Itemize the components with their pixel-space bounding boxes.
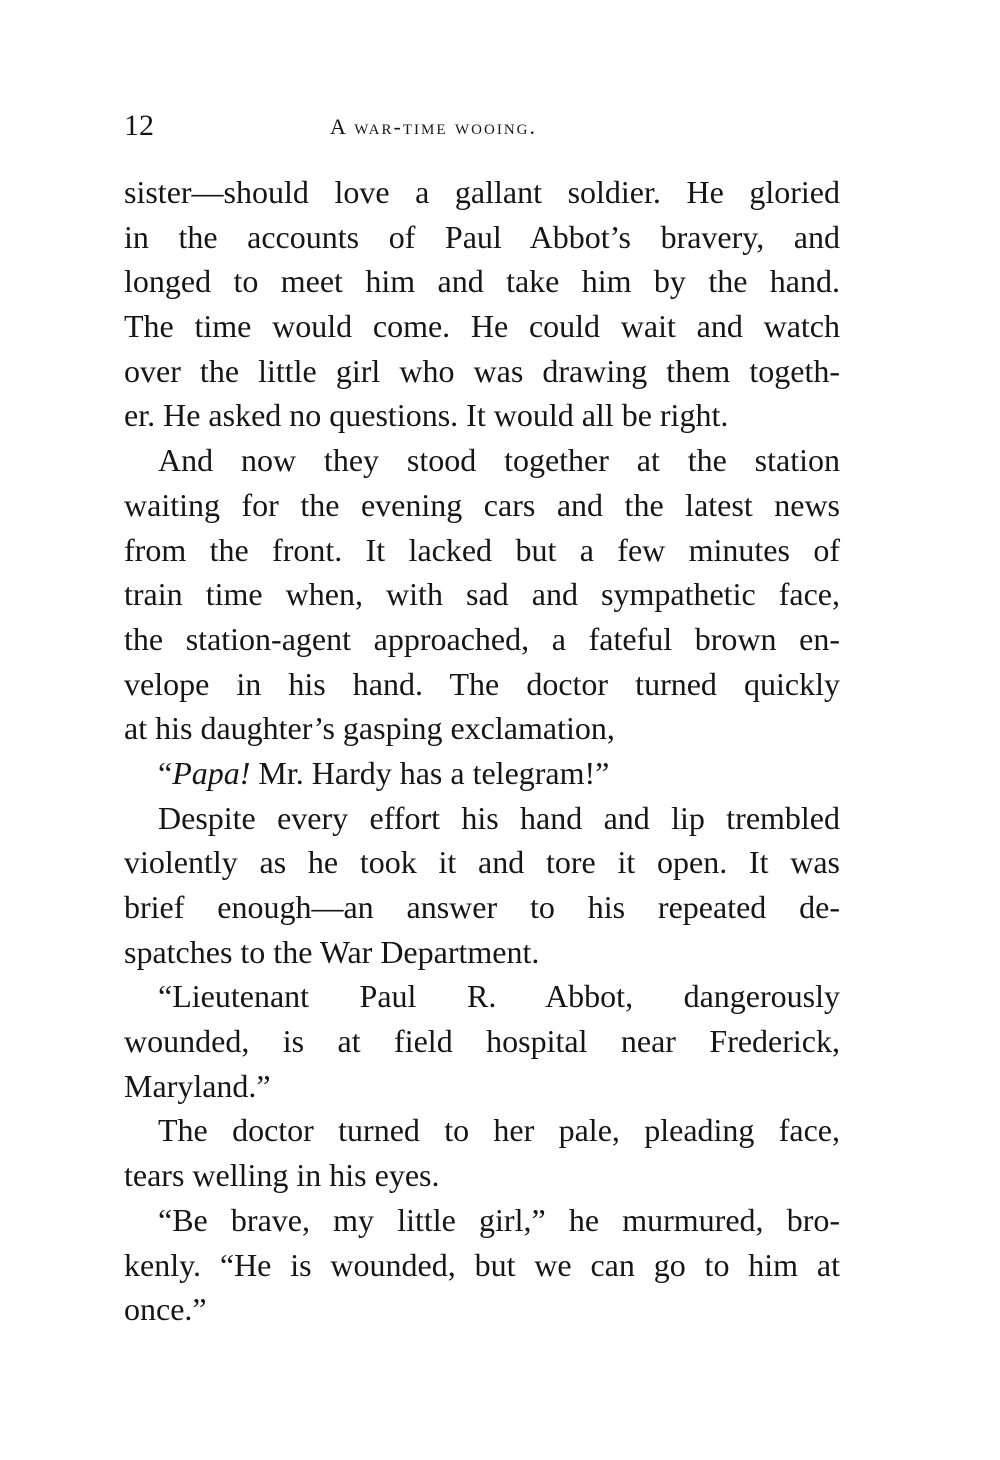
text-line: from the front. It lacked but a few minutes of [124, 531, 840, 568]
text-line: in the accounts of Paul Abbot’s bravery, and [124, 218, 840, 255]
text-line: Maryland.” [124, 1067, 271, 1104]
text-line: The time would come. He could wait and watch [124, 308, 840, 345]
text-line: And now they stood together at the station [158, 442, 840, 479]
text-line: The doctor turned to her pale, pleading face, [158, 1112, 840, 1149]
page-number: 12 [124, 109, 154, 142]
text-line: spatches to the War Department. [124, 933, 540, 970]
open-quote: “ [158, 754, 173, 791]
text-line: longed to meet him and take him by the hand. [124, 263, 840, 300]
running-title: a war-time wooing. [330, 114, 537, 139]
text-line: er. He asked no questions. It would all be right. [124, 397, 729, 434]
text-line: kenly. “He is wounded, but we can go to him at [124, 1246, 840, 1283]
text-line: violently as he took it and tore it open. It was [124, 844, 840, 881]
italic-papa: Papa! [172, 754, 251, 791]
text-line: the station-agent approached, a fateful brown en- [124, 620, 840, 657]
text-line: sister—should love a gallant soldier. He gloried [124, 174, 840, 210]
telegram-text: Mr. Hardy has a telegram!” [250, 754, 610, 791]
text-line: train time when, with sad and sympathetic face, [124, 576, 840, 613]
text-line: “Be brave, my little girl,” he murmured, bro- [158, 1201, 840, 1238]
text-line: velope in his hand. The doctor turned quickly [124, 665, 840, 702]
text-line: at his daughter’s gasping exclamation, [124, 710, 615, 747]
page-header [124, 106, 840, 146]
text-line: wounded, is at field hospital near Frederick, [124, 1023, 840, 1060]
text-line: over the little girl who was drawing them togeth- [124, 352, 840, 389]
page-body-text [124, 170, 840, 1332]
text-line: tears welling in his eyes. [124, 1157, 440, 1194]
text-line-exclamation [124, 751, 840, 796]
text-line: “Lieutenant Paul R. Abbot, dangerously [158, 978, 840, 1015]
text-line: waiting for the evening cars and the latest news [124, 486, 840, 523]
text-line: brief enough—an answer to his repeated de- [124, 889, 840, 925]
text-line: Despite every effort his hand and lip trembled [158, 799, 840, 836]
text-line: once.” [124, 1291, 207, 1328]
